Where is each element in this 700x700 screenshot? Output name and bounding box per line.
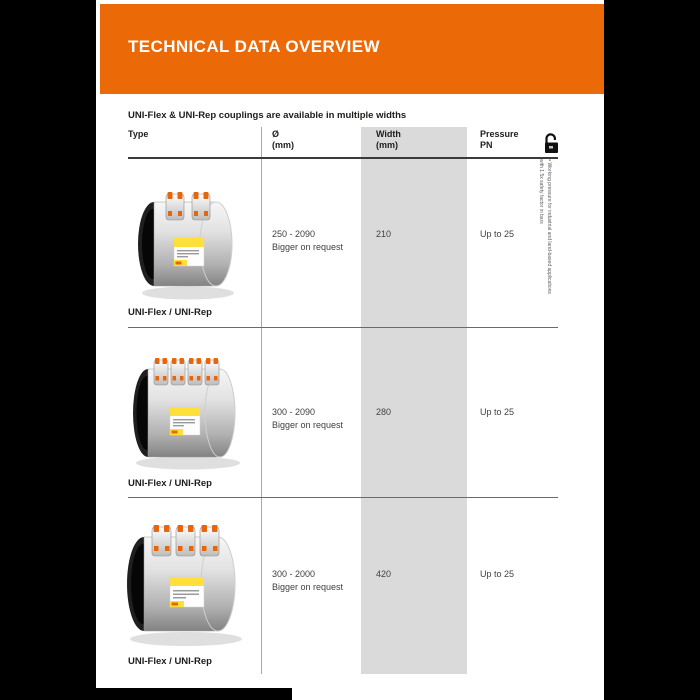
width-column-shading — [361, 127, 467, 674]
clamp-1 — [152, 525, 171, 556]
cell-diameter — [272, 406, 343, 432]
side-note-line2 — [537, 159, 545, 301]
cell-pressure: Up to 25 — [480, 569, 515, 579]
row-label: UNI-Flex / UNI-Rep — [128, 478, 212, 489]
warning-label — [170, 577, 204, 607]
cell-pressure: Up to 25 — [480, 407, 515, 417]
intro-text: UNI-Flex & UNI-Rep couplings are available in multiple widths — [128, 110, 407, 121]
diameter-note: Bigger on request — [272, 582, 344, 592]
cell-diameter — [272, 568, 343, 594]
pressure-unit: PN — [480, 140, 493, 150]
column-divider-line — [261, 127, 262, 674]
warning-label — [174, 238, 204, 266]
cell-width: 210 — [376, 229, 392, 239]
clamp-2 — [171, 358, 185, 385]
diameter-note: Bigger on request — [272, 242, 344, 252]
pressure-label: Pressure — [480, 129, 519, 139]
coupling-image-row1 — [124, 182, 246, 304]
column-header-width — [376, 129, 401, 151]
column-header-diameter — [272, 129, 294, 151]
clamp-1 — [166, 192, 184, 220]
row-divider — [128, 327, 558, 328]
clamp-2 — [192, 192, 210, 220]
diameter-range: 300 - 2090 — [272, 407, 316, 417]
side-note-line1 — [545, 159, 553, 301]
bottom-black-band — [0, 688, 292, 700]
coupling-image-row2 — [120, 349, 252, 473]
row-label: UNI-Flex / UNI-Rep — [128, 656, 212, 667]
row-divider — [128, 497, 558, 498]
width-label: Width — [376, 129, 401, 139]
diameter-range: 250 - 2090 — [272, 229, 316, 239]
clamp-3 — [188, 358, 202, 385]
page — [96, 0, 604, 700]
padlock-icon — [543, 132, 560, 155]
coupling-image-row3 — [114, 515, 256, 649]
cell-pressure: Up to 25 — [480, 229, 515, 239]
diameter-range: 300 - 2000 — [272, 569, 316, 579]
clamp-2 — [176, 525, 195, 556]
side-note-text1: Working pressure for industrial and land-based applications — [546, 162, 552, 294]
diameter-note: Bigger on request — [272, 420, 344, 430]
table-header-rule — [128, 157, 558, 162]
cell-width: 420 — [376, 569, 392, 579]
warning-label — [170, 407, 200, 435]
header-banner — [100, 4, 604, 94]
column-header-type: Type — [128, 129, 149, 139]
side-note — [537, 159, 552, 301]
column-header-pressure — [480, 129, 519, 151]
diameter-unit: (mm) — [272, 140, 294, 150]
orange-bullet: ▪ — [546, 159, 552, 162]
clamp-3 — [200, 525, 219, 556]
clamp-1 — [154, 358, 168, 385]
clamp-4 — [205, 358, 219, 385]
side-note-text2: with 1.5x safety factor in bars — [538, 159, 545, 224]
cell-diameter — [272, 228, 343, 254]
page-title: TECHNICAL DATA OVERVIEW — [128, 37, 380, 56]
row-label: UNI-Flex / UNI-Rep — [128, 307, 212, 318]
diameter-symbol: Ø — [272, 129, 280, 139]
cell-width: 280 — [376, 407, 392, 417]
width-unit: (mm) — [376, 140, 398, 150]
